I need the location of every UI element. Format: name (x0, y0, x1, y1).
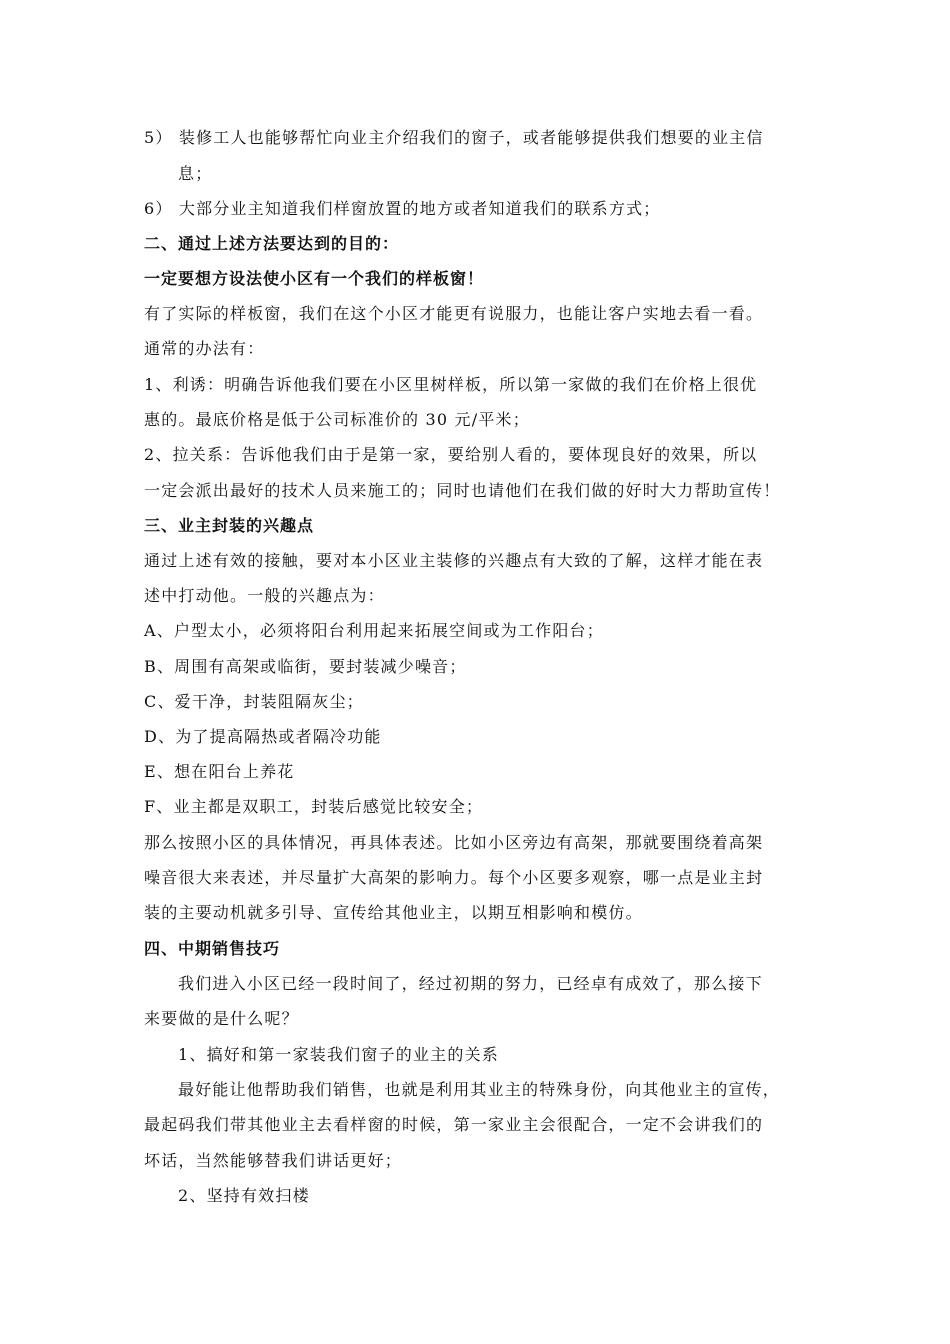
sub-item-1: 1、搞好和第一家装我们窗子的业主的关系 (178, 1045, 499, 1064)
paragraph-line: 我们进入小区已经一段时间了，经过初期的努力，已经卓有成效了，那么接下 (178, 974, 763, 993)
paragraph-line: 有了实际的样板窗，我们在这个小区才能更有说服力，也能让客户实地去看一看。 (144, 304, 764, 323)
paragraph-line: 那么按照小区的具体情况，再具体表述。比如小区旁边有高架，那就要围绕着高架 (144, 833, 764, 852)
paragraph-line: 通常的办法有： (144, 339, 265, 358)
interest-item-a: A、户型太小，必须将阳台利用起来拓展空间或为工作阳台； (144, 621, 604, 640)
section-heading-4: 四、中期销售技巧 (144, 939, 281, 958)
paragraph-line: 最好能让他帮助我们销售，也就是利用其业主的特殊身份，向其他业主的宣传， (178, 1080, 781, 1099)
paragraph-line: 通过上述有效的接触，要对本小区业主装修的兴趣点有大致的了解，这样才能在表 (144, 551, 764, 570)
method-item-1: 1、利诱：明确告诉他我们要在小区里树样板，所以第一家做的我们在价格上很优 (144, 375, 758, 394)
paragraph-line: 装的主要动机就多引导、宣传给其他业主，以期互相影响和模仿。 (144, 903, 643, 922)
paragraph-line: 述中打动他。一般的兴趣点为： (144, 586, 385, 605)
interest-item-d: D、为了提高隔热或者隔冷功能 (144, 727, 382, 746)
list-item-5-cont: 息； (178, 164, 213, 183)
method-item-1-cont: 惠的。最底价格是低于公司标准价的 30 元/平米； (144, 410, 530, 429)
list-item-5: 5） 装修工人也能够帮忙向业主介绍我们的窗子，或者能够提供我们想要的业主信 (144, 128, 764, 147)
method-item-2-cont: 一定会派出最好的技术人员来施工的；同时也请他们在我们做的好时大力帮助宣传！ (144, 481, 781, 500)
interest-item-f: F、业主都是双职工，封装后感觉比较安全； (144, 797, 484, 816)
interest-item-e: E、想在阳台上养花 (144, 762, 295, 781)
paragraph-line: 坏话，当然能够替我们讲话更好； (144, 1151, 403, 1170)
method-item-2: 2、拉关系：告诉他我们由于是第一家，要给别人看的，要体现良好的效果，所以 (144, 445, 758, 464)
section-heading-3: 三、业主封装的兴趣点 (144, 516, 315, 535)
interest-item-b: B、周围有高架或临街，要封装减少噪音； (144, 657, 467, 676)
interest-item-c: C、爱干净，封装阻隔灰尘； (144, 692, 364, 711)
sub-item-2: 2、坚持有效扫楼 (178, 1186, 310, 1205)
section-heading-2: 二、通过上述方法要达到的目的： (144, 234, 400, 253)
paragraph-line: 来要做的是什么呢？ (144, 1009, 299, 1028)
paragraph-line: 最起码我们带其他业主去看样窗的时候，第一家业主会很配合，一定不会讲我们的 (144, 1115, 764, 1134)
bold-statement: 一定要想方设法使小区有一个我们的样板窗！ (144, 269, 485, 288)
paragraph-line: 噪音很大来表述，并尽量扩大高架的影响力。每个小区要多观察，哪一点是业主封 (144, 868, 764, 887)
list-item-6: 6） 大部分业主知道我们样窗放置的地方或者知道我们的联系方式； (144, 199, 661, 218)
